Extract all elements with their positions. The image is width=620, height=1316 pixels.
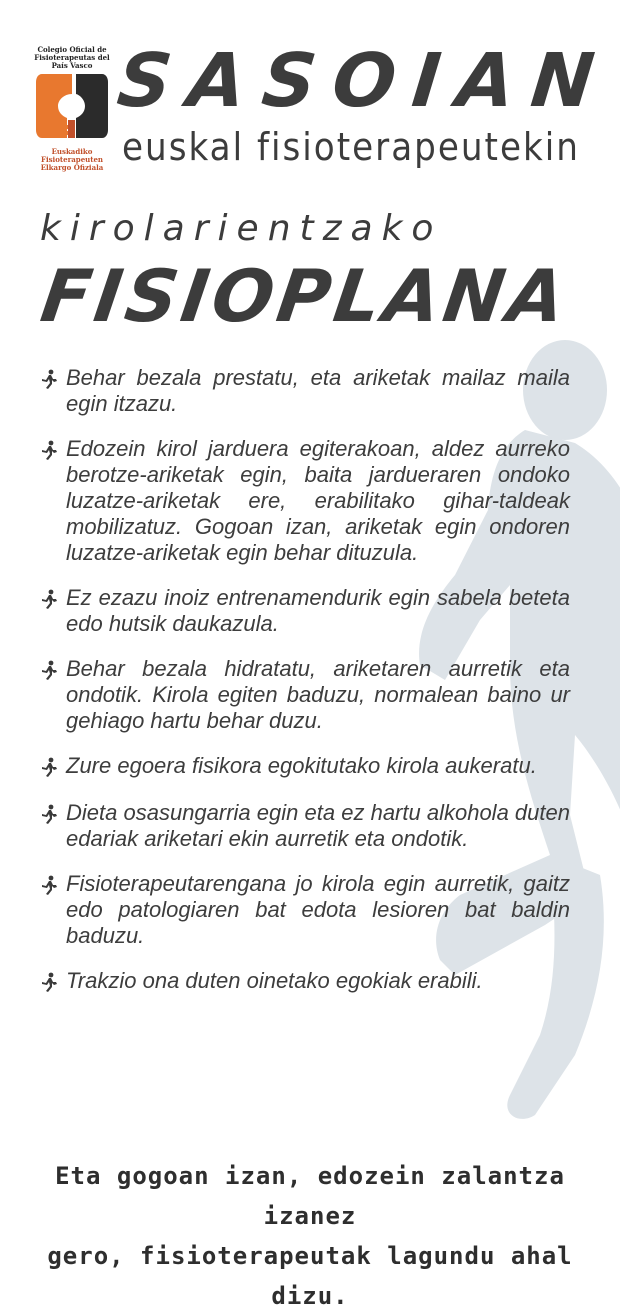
runner-bullet-icon	[40, 875, 66, 899]
runner-bullet-icon	[40, 757, 66, 781]
tip-text: Zure egoera fisikora egokitutako kirola aukeratu.	[66, 753, 537, 778]
tip-text: Ez ezazu inoiz entrenamendurik egin sabela beteta edo hutsik daukazula.	[66, 585, 570, 636]
list-item	[40, 753, 570, 781]
page-subtitle: euskal fisioterapeutekin	[122, 125, 580, 169]
runner-bullet-icon	[40, 589, 66, 613]
list-item	[40, 365, 570, 417]
list-item	[40, 585, 570, 637]
runner-bullet-icon	[40, 972, 66, 996]
list-item	[40, 871, 570, 949]
logo-top-text: Colegio Oficial de Fisioterapeutas del País Vasco	[34, 45, 110, 70]
tip-text: Behar bezala hidratatu, ariketaren aurretik eta ondotik. Kirola egiten baduzu, normalean baino ur gehiago hartu behar duzu.	[66, 656, 570, 733]
tips-list	[40, 365, 570, 1015]
runner-bullet-icon	[40, 804, 66, 828]
runner-bullet-icon	[40, 440, 66, 464]
closing-line-2: gero, fisioterapeutak lagundu ahal dizu.	[47, 1242, 573, 1310]
list-item	[40, 800, 570, 852]
logo-bottom-text: Euskadiko Fisioterapeuten Elkargo Ofiziala	[40, 147, 104, 172]
closing-line-1: Eta gogoan izan, edozein zalantza izanez	[55, 1162, 565, 1230]
college-logo	[34, 45, 110, 172]
headline: FISIOPLANA	[36, 254, 575, 338]
closing-message	[30, 1156, 590, 1316]
tip-text: Fisioterapeutarengana jo kirola egin aurretik, gaitz edo patologiaren bat edota lesioren bat baldin baduzu.	[66, 871, 570, 948]
list-item	[40, 436, 570, 566]
tip-text: Trakzio ona duten oinetako egokiak erabili.	[66, 968, 483, 993]
runner-bullet-icon	[40, 369, 66, 393]
page-title: SASOIAN	[113, 38, 616, 124]
tip-text: Edozein kirol jarduera egiterakoan, aldez aurreko berotze-ariketak egin, baita jardueraren ondoko luzatze-ariketak ere, erabilitako gihar-taldeak mobilizatuz. Gogoan izan, ariketak egin ondoren luzatze-ariketak egin behar dituzula.	[66, 436, 570, 565]
tip-text: Dieta osasungarria egin eta ez hartu alkohola duten edariak ariketari ekin aurretik eta ondotik.	[66, 800, 570, 851]
list-item	[40, 968, 570, 996]
runner-bullet-icon	[40, 660, 66, 684]
kicker-heading: kirolarientzako	[40, 208, 443, 249]
tip-text: Behar bezala prestatu, eta ariketak mailaz maila egin itzazu.	[66, 365, 570, 416]
keyhole-logo-icon	[34, 70, 110, 142]
list-item	[40, 656, 570, 734]
